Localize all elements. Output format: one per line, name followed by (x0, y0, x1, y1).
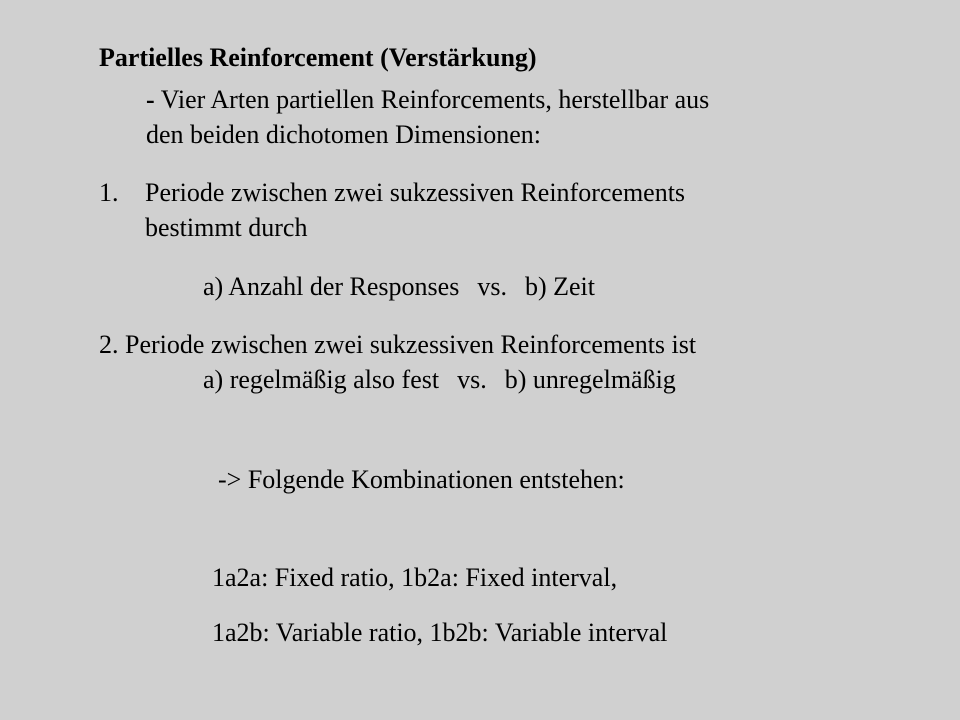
intro-line-1 (146, 85, 709, 115)
dimension-1-text-1: Periode zwischen zwei sukzessiven Reinforcements (145, 178, 686, 207)
intro-text-1: Vier Arten partiellen Reinforcements, herstellbar aus (160, 85, 710, 114)
dimension-2-option-b: b) unregelmäßig (504, 365, 676, 394)
dimension-1-option-b: b) Zeit (524, 272, 595, 301)
dimension-1-number: 1. (99, 178, 119, 207)
intro-dash: - (146, 85, 155, 114)
dimension-1-vs: vs. (477, 272, 507, 301)
intro-line-2: den beiden dichotomen Dimensionen: (146, 120, 541, 149)
dimension-2-option-a: a) regelmäßig also fest (203, 365, 440, 394)
dimension-1-option-a: a) Anzahl der Responses (203, 272, 460, 301)
slide-title: Partielles Reinforcement (Verstärkung) (99, 43, 537, 72)
dimension-2-line-1: 2. Periode zwischen zwei sukzessiven Reinforcements ist (99, 330, 697, 359)
combinations-line-2: 1a2b: Variable ratio, 1b2b: Variable interval (212, 618, 668, 647)
conclusion-line: -> Folgende Kombinationen entstehen: (218, 465, 625, 494)
dimension-2-vs: vs. (457, 365, 487, 394)
dimension-2-options (203, 365, 676, 395)
combinations-line-1: 1a2a: Fixed ratio, 1b2a: Fixed interval, (212, 563, 618, 592)
dimension-1-options (203, 272, 595, 302)
dimension-1-line-2: bestimmt durch (145, 213, 308, 242)
dimension-1-line-1 (99, 178, 685, 208)
